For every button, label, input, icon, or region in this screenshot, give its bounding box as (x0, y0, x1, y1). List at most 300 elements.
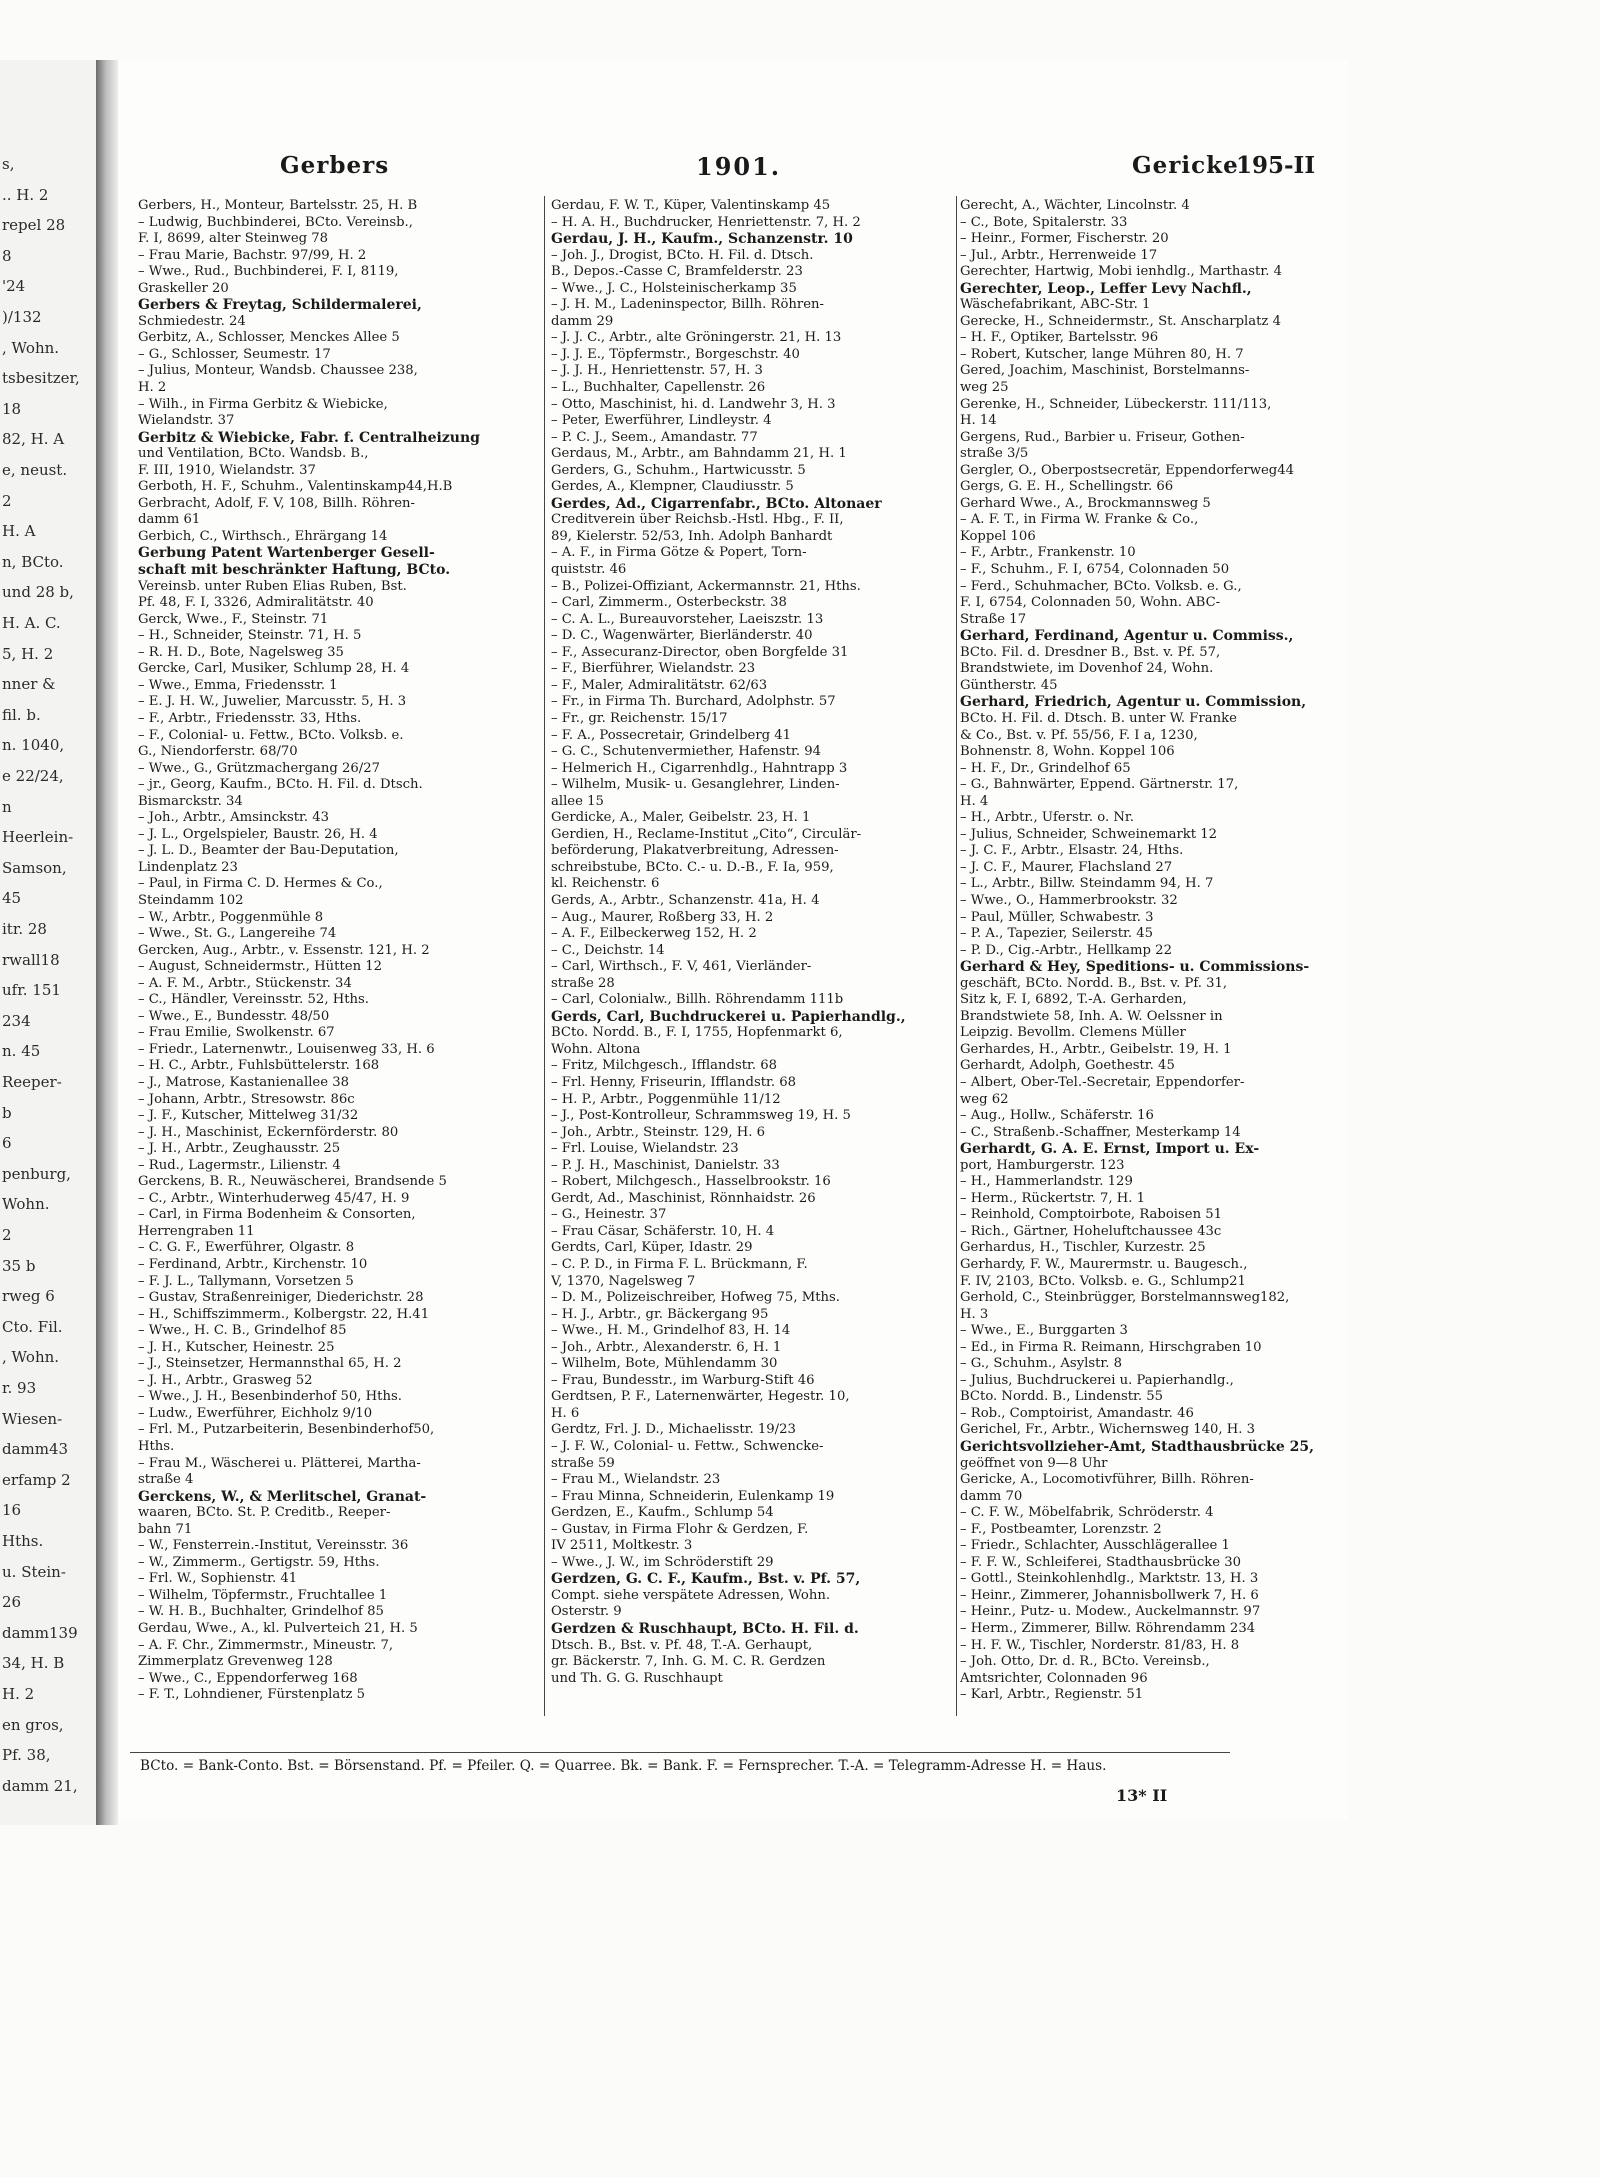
directory-entry: – C. A. L., Bureauvorsteher, Laeiszstr. 13 (551, 611, 824, 627)
directory-entry: – R. H. D., Bote, Nagelsweg 35 (138, 644, 344, 660)
directory-entry: – A. F. M., Arbtr., Stückenstr. 34 (138, 975, 352, 991)
book-binding-shadow (96, 60, 118, 1825)
previous-page-fragment: tsbesitzer, (2, 369, 80, 388)
directory-entry: – Herm., Zimmerer, Billw. Röhrendamm 234 (960, 1621, 1256, 1637)
directory-entry: Steindamm 102 (138, 892, 244, 908)
directory-entry: – J. L. D., Beamter der Bau-Deputation, (138, 843, 399, 859)
directory-entry: – Paul, Müller, Schwabestr. 3 (960, 909, 1154, 925)
directory-entry: – F. A., Possecretair, Grindelberg 41 (551, 727, 792, 743)
directory-entry: – Frl. Henny, Friseurin, Ifflandstr. 68 (551, 1074, 797, 1090)
previous-page-fragment: rweg 6 (2, 1287, 55, 1306)
directory-entry: – J. L., Orgelspieler, Baustr. 26, H. 4 (138, 826, 378, 842)
directory-entry: – Ludw., Ewerführer, Eichholz 9/10 (138, 1405, 373, 1421)
directory-entry: – A. F., in Firma Götze & Popert, Torn- (551, 545, 807, 561)
directory-entry: Gerders, G., Schuhm., Hartwicusstr. 5 (551, 462, 806, 478)
previous-page-fragment: r. 93 (2, 1379, 37, 1397)
column-3 (960, 198, 1360, 1718)
directory-entry: – D. C., Wagenwärter, Bierländerstr. 40 (551, 628, 813, 644)
directory-entry: – Frau Minna, Schneiderin, Eulenkamp 19 (551, 1488, 835, 1504)
directory-entry: – Carl, Wirthsch., F. V, 461, Vierländer- (551, 959, 812, 975)
directory-entry: – Frau Marie, Bachstr. 97/99, H. 2 (138, 247, 367, 263)
directory-entry: BCto. H. Fil. d. Dtsch. B. unter W. Franke (960, 710, 1237, 726)
directory-entry: kl. Reichenstr. 6 (551, 876, 660, 892)
directory-entry: & Co., Bst. v. Pf. 55/56, F. I a, 1230, (960, 727, 1198, 743)
directory-entry: schaft mit beschränkter Haftung, BCto. (138, 562, 451, 579)
previous-page-fragment: 8 (2, 246, 12, 265)
directory-entry: – G., Heinestr. 37 (551, 1207, 667, 1223)
directory-entry: Gerdtz, Frl. J. D., Michaelisstr. 19/23 (551, 1422, 796, 1438)
directory-entry: damm 70 (960, 1488, 1023, 1504)
directory-entry: Gerechter, Leop., Leffer Levy Nachfl., (960, 280, 1252, 297)
directory-entry: – Carl, Zimmerm., Osterbeckstr. 38 (551, 595, 787, 611)
previous-page-fragment: 16 (2, 1501, 22, 1520)
previous-page-fragment: H. 2 (2, 1685, 35, 1703)
directory-entry: port, Hamburgerstr. 123 (960, 1157, 1125, 1173)
directory-entry: Gerichtsvollzieher-Amt, Stadthausbrücke 25, (960, 1439, 1314, 1456)
directory-entry: – W. H. B., Buchhalter, Grindelhof 85 (138, 1604, 384, 1620)
directory-entry: – F., Bierführer, Wielandstr. 23 (551, 661, 756, 677)
directory-entry: – J. J. C., Arbtr., alte Gröningerstr. 21, H. 13 (551, 330, 842, 346)
directory-entry: Gercken, Aug., Arbtr., v. Essenstr. 121, H. 2 (138, 942, 430, 958)
directory-entry: – Paul, in Firma C. D. Hermes & Co., (138, 876, 383, 892)
directory-entry: Gered, Joachim, Maschinist, Borstelmanns- (960, 363, 1250, 379)
directory-entry: Gerdau, F. W. T., Küper, Valentinskamp 45 (551, 198, 831, 213)
directory-entry: Gerechter, Hartwig, Mobi ienhdlg., Marthastr. 4 (960, 264, 1282, 280)
header-year: 1901. (696, 152, 782, 181)
header-first-entry: Gerbers (280, 152, 390, 179)
directory-entry: weg 62 (960, 1091, 1009, 1107)
directory-entry: – Aug., Hollw., Schäferstr. 16 (960, 1108, 1154, 1124)
directory-entry: – Wwe., Emma, Friedensstr. 1 (138, 677, 338, 693)
directory-entry: Gerecke, H., Schneidermstr., St. Anscharplatz 4 (960, 313, 1281, 329)
directory-entry: gr. Bäckerstr. 7, Inh. G. M. C. R. Gerdzen (551, 1654, 826, 1670)
directory-entry: Koppel 106 (960, 528, 1036, 544)
previous-page-fragment: 5, H. 2 (2, 644, 54, 663)
directory-entry: – Wwe., O., Hammerbrookstr. 32 (960, 892, 1178, 908)
directory-entry: – C. F. W., Möbelfabrik, Schröderstr. 4 (960, 1505, 1214, 1521)
directory-entry: BCto. Nordd. B., F. I, 1755, Hopfenmarkt 6, (551, 1025, 843, 1041)
directory-entry: – J. H. M., Ladeninspector, Billh. Röhren- (551, 297, 824, 313)
previous-page-fragment: )/132 (2, 308, 42, 326)
directory-entry: Gergler, O., Oberpostsecretär, Eppendorferweg44 (960, 462, 1295, 478)
directory-entry: – Joh., Arbtr., Amsinckstr. 43 (138, 810, 330, 826)
previous-page-fragment: 35 b (2, 1256, 36, 1275)
previous-page-fragment: Samson, (2, 858, 67, 877)
directory-entry: – H. F., Dr., Grindelhof 65 (960, 760, 1131, 776)
directory-entry: – Fr., in Firma Th. Burchard, Adolphstr. 57 (551, 694, 836, 710)
directory-entry: – Karl, Arbtr., Regienstr. 51 (960, 1687, 1144, 1703)
previous-page-fragment: 234 (2, 1011, 31, 1030)
directory-entry: B., Depos.-Casse C, Bramfelderstr. 23 (551, 264, 803, 280)
directory-entry: BCto. Fil. d. Dresdner B., Bst. v. Pf. 57, (960, 644, 1221, 660)
previous-page-fragment: itr. 28 (2, 920, 47, 938)
directory-entry: – L., Arbtr., Billw. Steindamm 94, H. 7 (960, 876, 1214, 892)
directory-entry: Gerdt, Ad., Maschinist, Rönnhaidstr. 26 (551, 1190, 816, 1206)
directory-entry: Brandstwiete, im Dovenhof 24, Wohn. (960, 661, 1214, 677)
directory-entry: – Frau M., Wielandstr. 23 (551, 1472, 721, 1488)
directory-entry: straße 3/5 (960, 446, 1029, 462)
directory-entry: Gerdts, Carl, Küper, Idastr. 29 (551, 1240, 753, 1256)
directory-entry: – A. F. T., in Firma W. Franke & Co., (960, 512, 1199, 528)
directory-entry: Compt. siehe verspätete Adressen, Wohn. (551, 1587, 831, 1603)
directory-entry: – J., Steinsetzer, Hermannsthal 65, H. 2 (138, 1356, 402, 1372)
directory-entry: – A. F. Chr., Zimmermstr., Mineustr. 7, (138, 1637, 394, 1653)
directory-entry: Gerbracht, Adolf, F. V, 108, Billh. Röhren- (138, 495, 416, 511)
directory-entry: – H. J., Arbtr., gr. Bäckergang 95 (551, 1306, 769, 1322)
directory-entry: Gerhard, Friedrich, Agentur u. Commission, (960, 694, 1307, 711)
directory-entry: – C. P. D., in Firma F. L. Brückmann, F. (551, 1257, 808, 1272)
directory-entry: – Friedr., Schlachter, Ausschlägerallee 1 (960, 1538, 1230, 1554)
directory-entry: – E. J. H. W., Juwelier, Marcusstr. 5, H. 3 (138, 694, 407, 710)
directory-entry: Gerdaus, M., Arbtr., am Bahndamm 21, H. 1 (551, 446, 847, 462)
directory-entry: Gerdzen, G. C. F., Kaufm., Bst. v. Pf. 57, (551, 1571, 861, 1588)
directory-entry: – F., Arbtr., Frankenstr. 10 (960, 545, 1136, 561)
directory-entry: damm 61 (138, 512, 201, 528)
directory-entry: F. IV, 2103, BCto. Volksb. e. G., Schlump21 (960, 1273, 1246, 1289)
directory-entry: Gergs, G. E. H., Schellingstr. 66 (960, 479, 1174, 495)
directory-entry: – G., Bahnwärter, Eppend. Gärtnerstr. 17, (960, 777, 1239, 793)
directory-entry: Amtsrichter, Colonnaden 96 (960, 1670, 1148, 1686)
directory-entry: – C., Bote, Spitalerstr. 33 (960, 214, 1128, 230)
directory-entry: – Friedr., Laternenwtr., Louisenweg 33, H. 6 (138, 1041, 435, 1057)
directory-entry: und Ventilation, BCto. Wandsb. B., (138, 446, 369, 462)
directory-entry: F. III, 1910, Wielandstr. 37 (138, 462, 316, 478)
directory-entry: Wäschefabrikant, ABC-Str. 1 (960, 297, 1151, 313)
directory-entry: – Frl. M., Putzarbeiterin, Besenbinderhof50, (138, 1422, 435, 1438)
directory-entry: quiststr. 46 (551, 562, 627, 578)
previous-page-fragment: n, BCto. (2, 552, 64, 571)
directory-entry: – W., Zimmerm., Gertigstr. 59, Hths. (138, 1554, 380, 1570)
directory-entry: – Frau, Bundesstr., im Warburg-Stift 46 (551, 1372, 815, 1388)
directory-entry: straße 4 (138, 1472, 194, 1488)
directory-entry: – H. A. H., Buchdrucker, Henriettenstr. 7, H. 2 (551, 214, 861, 230)
directory-entry: – Wwe., J. W., im Schröderstift 29 (551, 1554, 774, 1570)
directory-entry: – A. F., Eilbeckerweg 152, H. 2 (551, 926, 757, 942)
directory-entry: – F. J. L., Tallymann, Vorsetzen 5 (138, 1273, 354, 1289)
previous-page-fragment: nner & (2, 675, 56, 694)
directory-entry: – Ferd., Schuhmacher, BCto. Volksb. e. G., (960, 578, 1242, 594)
directory-entry: – Peter, Ewerführer, Lindleystr. 4 (551, 413, 772, 429)
previous-page-fragment: 18 (2, 399, 22, 418)
previous-page-fragment: damm43 (2, 1440, 69, 1459)
directory-entry: – J. J. H., Henriettenstr. 57, H. 3 (551, 363, 763, 379)
page-number: 195-II (1236, 152, 1316, 179)
directory-entry: – Frl. W., Sophienstr. 41 (138, 1571, 298, 1587)
directory-page (118, 60, 1348, 1820)
directory-entry: – J. H., Arbtr., Grasweg 52 (138, 1372, 313, 1388)
directory-entry: beförderung, Plakatverbreitung, Adressen- (551, 843, 839, 859)
directory-entry: – Jul., Arbtr., Herrenweide 17 (960, 247, 1158, 263)
previous-page-fragment: 2 (2, 1226, 12, 1244)
previous-page-fragment: 82, H. A (2, 430, 65, 449)
directory-entry: Schmiedestr. 24 (138, 313, 246, 329)
directory-entry: Sitz k, F. I, 6892, T.-A. Gerharden, (960, 992, 1187, 1008)
previous-page-fragment: n (2, 797, 12, 816)
directory-entry: geschäft, BCto. Nordd. B., Bst. v. Pf. 31, (960, 975, 1228, 991)
directory-entry: Lindenplatz 23 (138, 859, 238, 875)
directory-entry: – Julius, Monteur, Wandsb. Chaussee 238, (138, 363, 418, 379)
directory-entry: – J. F. W., Colonial- u. Fettw., Schwencke- (551, 1439, 824, 1455)
directory-entry: – Carl, in Firma Bodenheim & Consorten, (138, 1207, 416, 1223)
directory-entry: Gerbitz, A., Schlosser, Menckes Allee 5 (138, 330, 400, 346)
directory-entry: – Joh., Arbtr., Alexanderstr. 6, H. 1 (551, 1339, 782, 1355)
directory-entry: geöffnet von 9—8 Uhr (960, 1455, 1108, 1471)
column-divider (956, 196, 957, 1716)
directory-entry: Straße 17 (960, 611, 1027, 627)
directory-entry: – Frau M., Wäscherei u. Plätterei, Martha- (138, 1455, 421, 1471)
directory-entry: – Ludwig, Buchbinderei, BCto. Vereinsb., (138, 214, 413, 230)
directory-entry: – H., Schiffszimmerm., Kolbergstr. 22, H.41 (138, 1306, 430, 1322)
directory-entry: – Otto, Maschinist, hi. d. Landwehr 3, H. 3 (551, 396, 836, 412)
directory-entry: – F., Schuhm., F. I, 6754, Colonnaden 50 (960, 562, 1230, 578)
directory-entry: – Fr., gr. Reichenstr. 15/17 (551, 710, 728, 726)
directory-entry: – Wilhelm, Musik- u. Gesanglehrer, Linden- (551, 777, 840, 793)
directory-entry: Gerenke, H., Schneider, Lübeckerstr. 111/113, (960, 396, 1272, 412)
directory-entry: – Wwe., J. C., Holsteinischerkamp 35 (551, 280, 797, 296)
directory-entry: Gerck, Wwe., F., Steinstr. 71 (138, 611, 329, 627)
directory-entry: – Fritz, Milchgesch., Ifflandstr. 68 (551, 1058, 778, 1074)
previous-page-fragment: rwall18 (2, 950, 60, 969)
header-last-entry: Gericke (1132, 152, 1239, 179)
previous-page-fragment: b (2, 1103, 12, 1122)
directory-entry: Gerdau, J. H., Kaufm., Schanzenstr. 10 (551, 231, 853, 248)
column-1 (138, 198, 538, 1718)
previous-page-fragment: 2 (2, 491, 12, 510)
directory-entry: 89, Kielerstr. 52/53, Inh. Adolph Banhardt (551, 528, 833, 544)
directory-entry: – J., Matrose, Kastanienallee 38 (138, 1074, 350, 1090)
directory-entry: – F. T., Lohndiener, Fürstenplatz 5 (138, 1687, 366, 1703)
directory-entry: Gerhardes, H., Arbtr., Geibelstr. 19, H. 1 (960, 1041, 1232, 1057)
directory-entry: Gerecht, A., Wächter, Lincolnstr. 4 (960, 198, 1190, 213)
previous-page-fragment: Pf. 38, (2, 1746, 51, 1765)
directory-entry: Güntherstr. 45 (960, 677, 1058, 693)
directory-entry: Pf. 48, F. I, 3326, Admiralitätstr. 40 (138, 595, 374, 611)
directory-entry: Gercke, Carl, Musiker, Schlump 28, H. 4 (138, 661, 410, 677)
directory-entry: – Heinr., Putz- u. Modew., Auckelmannstr. 97 (960, 1604, 1261, 1620)
directory-entry: Gerhardus, H., Tischler, Kurzestr. 25 (960, 1240, 1206, 1256)
directory-entry: – Rob., Comptoirist, Amandastr. 46 (960, 1405, 1194, 1421)
previous-page-fragment: penburg, (2, 1164, 71, 1183)
directory-entry: Gerhard Wwe., A., Brockmannsweg 5 (960, 495, 1211, 511)
previous-page-fragment: ufr. 151 (2, 981, 61, 1000)
directory-entry: waaren, BCto. St. P. Creditb., Reeper- (138, 1505, 391, 1521)
directory-entry: – J. H., Maschinist, Eckernförderstr. 80 (138, 1124, 399, 1140)
directory-entry: Gerhard & Hey, Speditions- u. Commissions- (960, 959, 1310, 976)
directory-entry: – Wwe., G., Grützmachergang 26/27 (138, 760, 381, 776)
directory-entry: – Wwe., E., Bundesstr. 48/50 (138, 1008, 330, 1024)
directory-entry: IV 2511, Moltkestr. 3 (551, 1538, 693, 1554)
previous-page-fragment: n. 45 (2, 1042, 41, 1061)
page-header (118, 152, 1348, 188)
directory-entry: weg 25 (960, 380, 1009, 396)
previous-page-fragment: Hths. (2, 1532, 44, 1550)
previous-page-fragment: Wiesen- (2, 1409, 63, 1428)
directory-entry: – J. H., Arbtr., Zeughausstr. 25 (138, 1141, 341, 1157)
directory-entry: Bismarckstr. 34 (138, 793, 243, 809)
directory-entry: – H. F. W., Tischler, Norderstr. 81/83, H. 8 (960, 1637, 1240, 1653)
directory-entry: H. 3 (960, 1306, 989, 1322)
previous-page-fragment: en gros, (2, 1715, 64, 1734)
directory-entry: straße 28 (551, 975, 615, 991)
directory-entry: – Rich., Gärtner, Hoheluftchaussee 43c (960, 1223, 1222, 1239)
directory-entry: – Frau Emilie, Swolkenstr. 67 (138, 1025, 335, 1041)
directory-entry: – W., Arbtr., Poggenmühle 8 (138, 909, 324, 925)
directory-entry: straße 59 (551, 1455, 615, 1471)
previous-page-fragment: damm 21, (2, 1776, 78, 1795)
directory-entry: Gerhardy, F. W., Maurermstr. u. Baugesch., (960, 1257, 1248, 1272)
directory-entry: – Wilh., in Firma Gerbitz & Wiebicke, (138, 396, 388, 412)
directory-entry: – C., Händler, Vereinsstr. 52, Hths. (138, 992, 369, 1008)
directory-entry: – J., Post-Kontrolleur, Schrammsweg 19, H. 5 (551, 1108, 851, 1124)
directory-entry: – Carl, Colonialw., Billh. Röhrendamm 111b (551, 992, 844, 1008)
directory-entry: H. 4 (960, 793, 989, 809)
previous-page-fragment: fil. b. (2, 705, 41, 724)
previous-page-fragment: H. A (2, 522, 36, 541)
directory-entry: Gerckens, B. R., Neuwäscherei, Brandsende 5 (138, 1174, 447, 1190)
directory-entry: allee 15 (551, 793, 604, 809)
directory-entry: Gerbitz & Wiebicke, Fabr. f. Centralheizung (138, 429, 480, 446)
directory-entry: – Wilhelm, Töpfermstr., Fruchtallee 1 (138, 1587, 388, 1603)
directory-entry: – L., Buchhalter, Capellenstr. 26 (551, 380, 766, 396)
directory-entry: Gerhard, Ferdinand, Agentur u. Commiss., (960, 628, 1294, 645)
directory-entry: F. I, 6754, Colonnaden 50, Wohn. ABC- (960, 595, 1221, 611)
directory-entry: – Robert, Kutscher, lange Mühren 80, H. 7 (960, 346, 1244, 362)
column-divider (544, 196, 545, 1716)
directory-entry: G., Niendorferstr. 68/70 (138, 744, 298, 760)
directory-entry: Zimmerplatz Grevenweg 128 (138, 1654, 333, 1670)
directory-entry: Gerhardt, G. A. E. Ernst, Import u. Ex- (960, 1141, 1260, 1158)
directory-entry: – Heinr., Zimmerer, Johannisbollwerk 7, H. 6 (960, 1587, 1259, 1603)
directory-entry: – Herm., Rückertstr. 7, H. 1 (960, 1190, 1146, 1206)
previous-page-fragment: 34, H. B (2, 1654, 65, 1673)
directory-entry: Wohn. Altona (551, 1041, 641, 1057)
directory-entry: – Helmerich H., Cigarrenhdlg., Hahntrapp 3 (551, 760, 848, 776)
directory-entry: Gerhardt, Adolph, Goethestr. 45 (960, 1058, 1175, 1074)
directory-entry: – H., Schneider, Steinstr. 71, H. 5 (138, 628, 362, 644)
previous-page-fragment: e, neust. (2, 461, 68, 479)
directory-entry: BCto. Nordd. B., Lindenstr. 55 (960, 1389, 1164, 1405)
directory-entry: – F., Arbtr., Friedensstr. 33, Hths. (138, 710, 362, 726)
directory-entry: – Wilhelm, Bote, Mühlendamm 30 (551, 1356, 778, 1372)
directory-entry: Gerdes, Ad., Cigarrenfabr., BCto. Altonaer (551, 495, 882, 512)
directory-entry: Gerds, A., Arbtr., Schanzenstr. 41a, H. 4 (551, 892, 820, 908)
previous-page-fragment: , Wohn. (2, 338, 60, 357)
directory-entry: – H. C., Arbtr., Fuhlsbüttelerstr. 168 (138, 1058, 380, 1074)
directory-entry: Gerboth, H. F., Schuhm., Valentinskamp44,H.B (138, 479, 453, 495)
previous-page-fragment: n. 1040, (2, 736, 65, 755)
directory-entry: – Wwe., H. M., Grindelhof 83, H. 14 (551, 1323, 791, 1339)
previous-page-fragment: u. Stein- (2, 1562, 66, 1581)
previous-page-fragment: repel 28 (2, 216, 66, 235)
directory-entry: H. 6 (551, 1405, 580, 1421)
column-2 (551, 198, 951, 1718)
printer-signature: 13* II (1116, 1786, 1168, 1805)
directory-entry: F. I, 8699, alter Steinweg 78 (138, 231, 329, 247)
directory-entry: – G., Schuhm., Asylstr. 8 (960, 1356, 1123, 1372)
directory-entry: Gerckens, W., & Merlitschel, Granat- (138, 1488, 427, 1505)
directory-entry: – jr., Georg, Kaufm., BCto. H. Fil. d. Dtsch. (138, 777, 423, 793)
directory-entry: – F., Maler, Admiralitätstr. 62/63 (551, 677, 768, 693)
directory-entry: – C., Deichstr. 14 (551, 942, 665, 958)
directory-entry: – Robert, Milchgesch., Hasselbrookstr. 16 (551, 1174, 831, 1190)
previous-page-fragment: damm139 (2, 1623, 78, 1642)
directory-entry: – Wwe., C., Eppendorferweg 168 (138, 1670, 358, 1686)
directory-entry: – Aug., Maurer, Roßberg 33, H. 2 (551, 909, 774, 925)
directory-entry: – J. F., Kutscher, Mittelweg 31/32 (138, 1108, 359, 1124)
directory-entry: – P. D., Cig.-Arbtr., Hellkamp 22 (960, 942, 1172, 958)
directory-entry: bahn 71 (138, 1521, 193, 1537)
previous-page-fragment: 45 (2, 889, 22, 908)
directory-entry: – F., Postbeamter, Lorenzstr. 2 (960, 1521, 1162, 1537)
directory-entry: Graskeller 20 (138, 280, 229, 296)
directory-entry: – F., Assecuranz-Director, oben Borgfelde 31 (551, 644, 849, 660)
directory-entry: Gerdtsen, P. F., Laternenwärter, Hegestr. 10, (551, 1389, 850, 1405)
directory-entry: – H., Arbtr., Uferstr. o. Nr. (960, 810, 1134, 826)
directory-entry: V, 1370, Nagelsweg 7 (551, 1273, 696, 1289)
directory-entry: Brandstwiete 58, Inh. A. W. Oelssner in (960, 1008, 1223, 1024)
previous-page-fragment: s, (2, 155, 15, 173)
directory-entry: – Joh. J., Drogist, BCto. H. Fil. d. Dtsch. (551, 247, 814, 263)
directory-entry: – F., Colonial- u. Fettw., BCto. Volksb. e. (138, 727, 404, 743)
previous-page-fragment: und 28 b, (2, 583, 74, 602)
directory-entry: Gerdzen, E., Kaufm., Schlump 54 (551, 1505, 774, 1521)
directory-entry: – Wwe., Rud., Buchbinderei, F. I, 8119, (138, 264, 399, 280)
footer-rule (130, 1752, 1230, 1753)
directory-entry: – C., Straßenb.-Schaffner, Mesterkamp 14 (960, 1124, 1241, 1140)
directory-entry: – Julius, Schneider, Schweinemarkt 12 (960, 826, 1218, 842)
directory-entry: Gerdau, Wwe., A., kl. Pulverteich 21, H. 5 (138, 1621, 418, 1637)
directory-entry: – Ed., in Firma R. Reimann, Hirschgraben 10 (960, 1339, 1262, 1355)
directory-entry: Gericke, A., Locomotivführer, Billh. Röhren- (960, 1472, 1254, 1488)
previous-page-fragment: Cto. Fil. (2, 1317, 63, 1336)
directory-entry: H. 14 (960, 413, 997, 429)
directory-entry: H. 2 (138, 380, 167, 396)
previous-page-fragment: Heerlein- (2, 828, 74, 847)
directory-entry: Gergens, Rud., Barbier u. Friseur, Gothen- (960, 429, 1245, 445)
directory-entry: – C., Arbtr., Winterhuderweg 45/47, H. 9 (138, 1190, 410, 1206)
abbreviation-legend: BCto. = Bank-Conto. Bst. = Börsenstand. Pf. = Pfeiler. Q. = Quarree. Bk. = Bank. F. = Fernsprecher. T.-A. = Telegramm-Adresse H. = Haus. (140, 1758, 1107, 1774)
directory-entry: – F. F. W., Schleiferei, Stadthausbrücke 30 (960, 1554, 1242, 1570)
directory-entry: – Gustav, in Firma Flohr & Gerdzen, F. (551, 1521, 809, 1537)
directory-entry: Gerbers, H., Monteur, Bartelsstr. 25, H. B (138, 198, 418, 213)
directory-entry: – G., Schlosser, Seumestr. 17 (138, 346, 331, 362)
previous-page-fragment: Reeper- (2, 1073, 62, 1091)
directory-entry: – Reinhold, Comptoirbote, Raboisen 51 (960, 1207, 1223, 1223)
directory-entry: Gerichel, Fr., Arbtr., Wichernsweg 140, H. 3 (960, 1422, 1256, 1438)
previous-page-fragment: 26 (2, 1593, 22, 1612)
directory-entry: – Gustav, Straßenreiniger, Diederichstr. 28 (138, 1290, 424, 1306)
directory-entry: – Joh., Arbtr., Steinstr. 129, H. 6 (551, 1124, 766, 1140)
directory-entry: – P. J. H., Maschinist, Danielstr. 33 (551, 1157, 780, 1173)
directory-entry: – Heinr., Former, Fischerstr. 20 (960, 231, 1169, 247)
directory-entry: – J. C. F., Arbtr., Elsastr. 24, Hths. (960, 843, 1184, 859)
directory-entry: Gerdicke, A., Maler, Geibelstr. 23, H. 1 (551, 810, 811, 826)
directory-entry: – J. J. E., Töpfermstr., Borgeschstr. 40 (551, 346, 800, 362)
previous-page-fragment: H. A. C. (2, 614, 61, 632)
directory-entry: Hths. (138, 1439, 175, 1455)
directory-entry: Creditverein über Reichsb.-Hstl. Hbg., F. II, (551, 512, 844, 528)
previous-page-fragment: Wohn. (2, 1195, 50, 1214)
directory-entry: Gerbers & Freytag, Schildermalerei, (138, 297, 422, 314)
previous-page-fragment: e 22/24, (2, 767, 64, 785)
directory-entry: – Gottl., Steinkohlenhdlg., Marktstr. 13, H. 3 (960, 1571, 1259, 1587)
directory-entry: Gerdzen & Ruschhaupt, BCto. H. Fil. d. (551, 1621, 859, 1638)
directory-entry: – J. C. F., Maurer, Flachsland 27 (960, 859, 1173, 875)
directory-entry: Gerhold, C., Steinbrügger, Borstelmannsweg182, (960, 1290, 1290, 1306)
directory-entry: – Ferdinand, Arbtr., Kirchenstr. 10 (138, 1257, 368, 1272)
directory-entry: – Julius, Buchdruckerei u. Papierhandlg., (960, 1372, 1234, 1388)
directory-entry: Gerdien, H., Reclame-Institut „Cito“, Circulär- (551, 826, 862, 842)
